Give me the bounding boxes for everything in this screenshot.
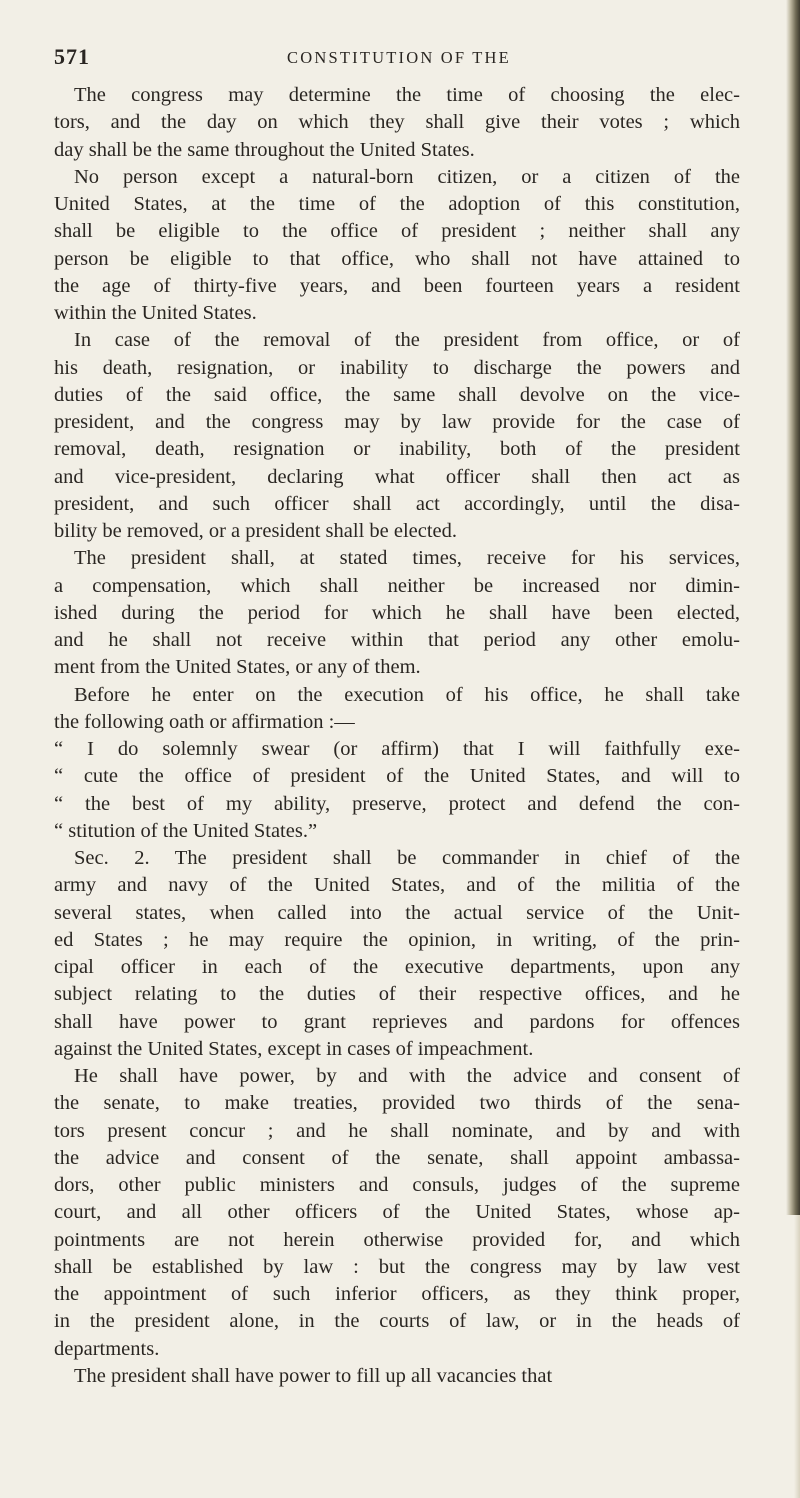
text-line: “ the best of my ability, preserve, protect and defend the con- <box>54 792 740 815</box>
text-line: day shall be the same throughout the United States. <box>54 138 475 161</box>
text-line: army and navy of the United States, and of the militia of the <box>54 874 740 897</box>
text-line: the advice and consent of the senate, shall appoint ambassa- <box>54 1146 740 1169</box>
text-line: bility be removed, or a president shall be elected. <box>54 520 458 542</box>
text-line: duties of the said office, the same shall devolve on the vice- <box>54 383 740 406</box>
text-line: cipal officer in each of the executive departments, upon any <box>54 956 740 978</box>
text-line: pointments are not herein otherwise provided for, and which <box>54 1228 740 1251</box>
text-line: the senate, to make treaties, provided two thirds of the sena- <box>54 1092 740 1115</box>
text-line: the appointment of such inferior officers, as they think proper, <box>54 1283 740 1305</box>
text-line: The president shall have power to fill up all vacancies that <box>74 1364 553 1387</box>
text-line: Sec. 2. The president shall be commander in chief of the <box>74 847 740 869</box>
text-line: No person except a natural-born citizen, or a citizen of the <box>74 165 740 188</box>
text-line: court, and all other officers of the United States, whose ap- <box>54 1201 740 1224</box>
text-line: shall be eligible to the office of president ; neither shall any <box>54 220 740 243</box>
text-line: He shall have power, by and with the advice and consent of <box>74 1065 740 1087</box>
text-line: in the president alone, in the courts of law, or in the heads of <box>54 1310 740 1333</box>
body-text <box>54 82 740 1390</box>
text-line: ed States ; he may require the opinion, in writing, of the prin- <box>54 928 740 951</box>
text-line: several states, when called into the actual service of the Unit- <box>54 901 740 924</box>
text-line: “ I do solemnly swear (or affirm) that I will faithfully exe- <box>54 738 740 760</box>
text-line: shall have power to grant reprieves and pardons for offences <box>54 1010 740 1033</box>
text-line: the following oath or affirmation :— <box>54 710 355 733</box>
text-line: removal, death, resignation or inability, both of the president <box>54 438 740 461</box>
text-line: “ cute the office of president of the United States, and will to <box>54 765 740 788</box>
page-header <box>54 44 744 74</box>
text-line: the age of thirty-five years, and been fourteen years a resident <box>54 274 740 297</box>
text-line: his death, resignation, or inability to discharge the powers and <box>54 356 740 379</box>
text-line: and he shall not receive within that period any other emolu- <box>54 629 740 651</box>
text-line: president, and the congress may by law provide for the case of <box>54 411 740 433</box>
text-line: In case of the removal of the president from office, or of <box>74 329 740 352</box>
text-line: dors, other public ministers and consuls, judges of the supreme <box>54 1174 740 1196</box>
page-edge-lower <box>794 1215 800 1498</box>
page-number: 571 <box>54 44 90 69</box>
text-line: president, and such officer shall act accordingly, until the disa- <box>54 492 740 515</box>
text-line: tors, and the day on which they shall give their votes ; which <box>54 111 740 134</box>
text-line: Before he enter on the execution of his office, he shall take <box>74 683 740 706</box>
text-line: against the United States, except in cases of impeachment. <box>54 1037 534 1060</box>
running-head: CONSTITUTION OF THE <box>287 48 511 67</box>
text-line: The president shall, at stated times, receive for his services, <box>74 547 740 570</box>
page-edge-shadow <box>786 0 800 1215</box>
text-line: United States, at the time of the adoption of this constitution, <box>54 193 740 215</box>
text-line: within the United States. <box>54 302 257 324</box>
text-line: tors present concur ; and he shall nominate, and by and with <box>54 1119 740 1142</box>
text-line: ished during the period for which he shall have been elected, <box>54 601 740 624</box>
text-line: The congress may determine the time of choosing the elec- <box>74 84 740 106</box>
text-line: and vice-president, declaring what officer shall then act as <box>54 465 740 488</box>
text-line: ment from the United States, or any of them. <box>54 656 421 679</box>
text-line: subject relating to the duties of their respective offices, and he <box>54 983 740 1006</box>
text-line: departments. <box>54 1337 160 1360</box>
text-line: person be eligible to that office, who shall not have attained to <box>54 247 740 270</box>
text-line: a compensation, which shall neither be increased nor dimin- <box>54 574 740 597</box>
text-line: “ stitution of the United States.” <box>54 819 318 842</box>
text-line: shall be established by law : but the congress may by law vest <box>54 1255 740 1278</box>
